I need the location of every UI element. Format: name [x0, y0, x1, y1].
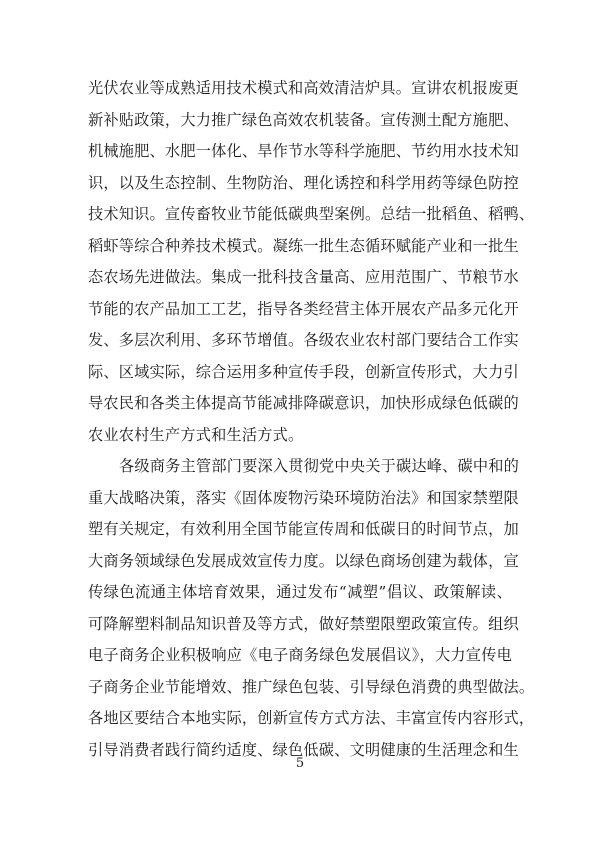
text-line: 大商务领域绿色发展成效宣传力度。以绿色商场创建为载体，宣: [88, 551, 519, 570]
text-line: 各地区要结合本地实际，创新宣传方式方法、丰富宣传内容形式，: [88, 709, 535, 727]
text-line: 机械施肥、水肥一体化、旱作节水等科学施肥、节约用水技术知: [88, 142, 519, 160]
text-line: 可降解塑料制品知识普及等方式，做好禁塑限塑政策宣传。组织: [88, 614, 519, 633]
text-line: 导农民和各类主体提高节能减排降碳意识，加快形成绿色低碳的: [88, 394, 519, 412]
page-number: 5: [295, 756, 305, 771]
text-line: 传绿色流通主体培育效果，通过发布“减塑”倡议、政策解读、: [88, 583, 512, 601]
text-line: 际、区域实际，综合运用多种宣传手段，创新宣传形式，大力引: [88, 362, 519, 381]
text-line: 引导消费者践行简约适度、绿色低碳、文明健康的生活理念和生: [88, 740, 519, 759]
text-line: 塑有关规定，有效利用全国节能宣传周和低碳日的时间节点，加: [88, 520, 519, 538]
text-line: 新补贴政策，大力推广绿色高效农机装备。宣传测土配方施肥、: [88, 110, 519, 129]
text-line: 农业农村生产方式和生活方式。: [88, 425, 304, 444]
body-text: [88, 73, 535, 766]
text-line: 子商务企业节能增效、推广绿色包装、引导绿色消费的典型做法。: [88, 677, 535, 696]
text-line: 光伏农业等成熟适用技术模式和高效清洁炉具。宣讲农机报废更: [88, 79, 519, 97]
text-line: 稻虾等综合种养技术模式。凝练一批生态循环赋能产业和一批生: [88, 236, 519, 255]
text-line: 发、多层次利用、多环节增值。各级农业农村部门要结合工作实: [88, 331, 519, 349]
text-line: 技术知识。宣传畜牧业节能低碳典型案例。总结一批稻鱼、稻鸭、: [88, 205, 535, 223]
paragraph-first-line: 各级商务主管部门要深入贯彻党中央关于碳达峰、碳中和的: [119, 457, 520, 475]
text-line: 重大战略决策，落实《固体废物污染环境防治法》和国家禁塑限: [88, 488, 519, 507]
text-line: 电子商务企业积极响应《电子商务绿色发展倡议》，大力宣传电: [88, 646, 512, 664]
text-line: 节能的农产品加工工艺，指导各类经营主体开展农产品多元化开: [88, 299, 519, 318]
text-line: 态农场先进做法。集成一批科技含量高、应用范围广、节粮节水: [88, 268, 519, 286]
text-line: 识，以及生态控制、生物防治、理化诱控和科学用药等绿色防控: [88, 173, 519, 192]
